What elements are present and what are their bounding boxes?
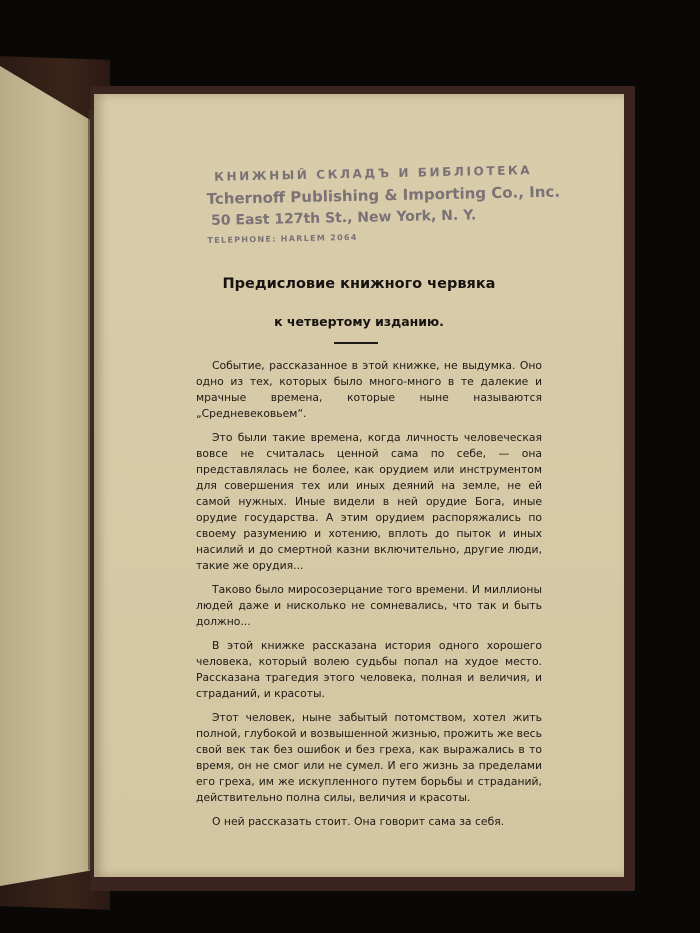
paragraph-3: Таково было миросозерцание того времени. И миллионы людей даже и нисколько не сомневались, что так и быть должно...: [196, 583, 542, 628]
stamp-line-4: TELEPHONE: HARLEM 2064: [207, 232, 358, 245]
library-stamp: [206, 163, 561, 245]
stamp-line-3: 50 East 127th St., New York, N. Y.: [210, 207, 477, 229]
paragraph-4: В этой книжке рассказана история одного хорошего человека, который волею судьбы попал на худое место. Рассказана трагедия этого человека, полная и величия, и страданий, и красоты.: [196, 639, 542, 700]
page-title: Предисловие книжного червяка: [222, 276, 496, 292]
book-page: [94, 94, 624, 877]
body-text: [196, 358, 542, 838]
page-subtitle: к четвертому изданию.: [274, 314, 444, 329]
paragraph-5: Этот человек, ныне забытый потомством, хотел жить полной, глубокой и возвышенной жизнью, прожить же весь свой век так без ошибок и без греха, как выражались в то время, он не смог или не сумел. И его жизнь за пределами его греха, им же искупленного путем борьбы и страданий, действительно полна силы, величия и красоты.: [196, 711, 542, 804]
title-divider: [334, 342, 378, 344]
stamp-line-2: Tchernoff Publishing & Importing Co., Inc.: [206, 182, 561, 208]
paragraph-1: Событие, рассказанное в этой книжке, не выдумка. Оно одно из тех, которых было много-много в те далекие и мрачные времена, которые ныне называются „Средневековьем“.: [196, 359, 542, 420]
paragraph-2: Это были такие времена, когда личность человеческая вовсе не считалась ценной сама по себе, — она представлялась не более, как орудием или инструментом для совершения тех или иных деяний на земле, не ей самой нужных. Иные видели в ней орудие Бога, иные орудие государства. А этим орудием распоряжались по своему разумению и хотению, вплоть до пыток и иных насилий и до смертной казни включительно, другие люди, такие же орудия...: [196, 431, 542, 572]
paragraph-6: О ней рассказать стоит. Она говорит сама за себя.: [212, 815, 505, 828]
left-facing-page: [0, 66, 96, 886]
stamp-line-1: КНИЖНЫЙ СКЛАДЪ И БИБЛІОТЕКА: [213, 163, 533, 184]
